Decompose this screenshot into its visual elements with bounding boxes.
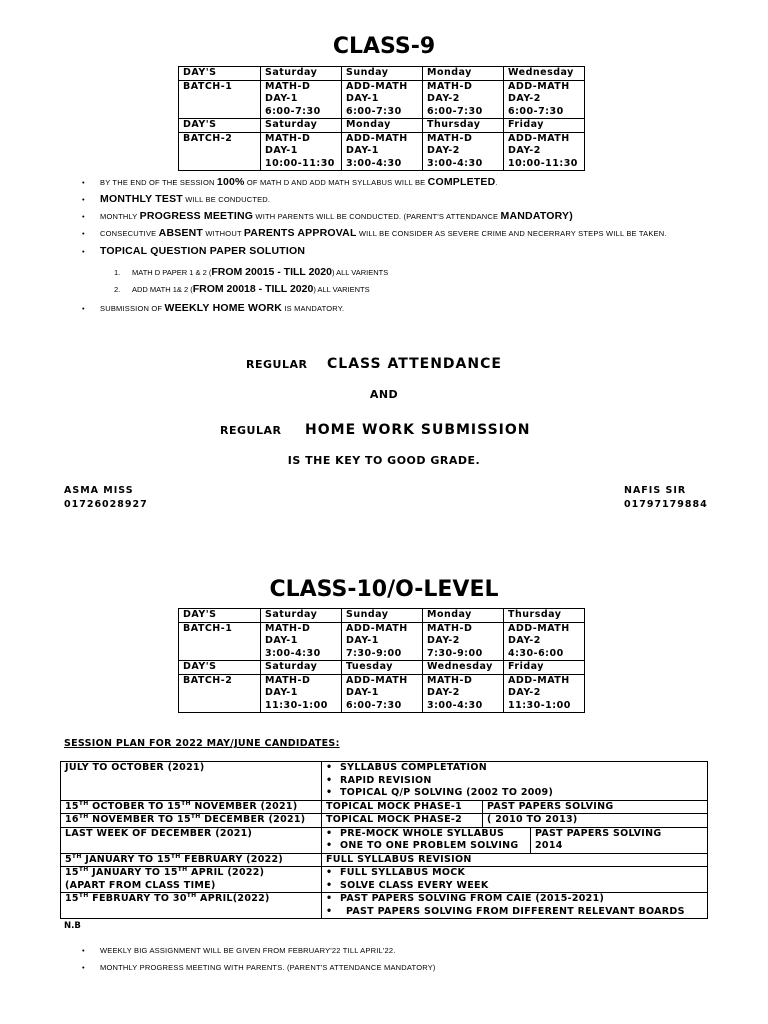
schedule-cell-text: 3:00-4:30 bbox=[427, 157, 483, 169]
schedule-cell bbox=[342, 67, 423, 81]
schedule-cell-text: BATCH-1 bbox=[183, 622, 233, 634]
schedule-cell bbox=[504, 622, 585, 661]
schedule-cell bbox=[423, 80, 504, 119]
schedule-cell-text: Monday bbox=[427, 67, 472, 78]
plan-period: JULY TO OCTOBER (2021) bbox=[61, 762, 322, 801]
schedule-cell bbox=[342, 119, 423, 133]
schedule-cell-text: DAY-1 bbox=[346, 687, 379, 698]
contact-left-name: ASMA MISS bbox=[64, 485, 134, 496]
schedule-cell-text: DAY-1 bbox=[265, 635, 298, 646]
schedule-cell-text: Thursday bbox=[427, 119, 481, 130]
schedule-cell-text: Saturday bbox=[265, 67, 318, 78]
schedule-cell-text: MATH-D bbox=[265, 622, 311, 634]
schedule-cell-text: Monday bbox=[427, 609, 472, 620]
schedule-cell bbox=[342, 132, 423, 171]
schedule-cell-text: MATH-D bbox=[265, 80, 311, 92]
schedule-cell bbox=[423, 67, 504, 81]
schedule-cell-text: DAY-1 bbox=[346, 635, 379, 646]
motto-line-homework: REGULAR HOME WORK SUBMISSION bbox=[220, 422, 531, 438]
schedule-cell-text: 11:30-1:00 bbox=[265, 699, 328, 711]
note-weekly-homework: • SUBMISSION OF WEEKLY HOME WORK IS MANDATORY. bbox=[82, 302, 345, 314]
schedule-row-label bbox=[179, 132, 261, 171]
schedule-cell-text: 6:00-7:30 bbox=[508, 105, 564, 117]
schedule-cell bbox=[504, 80, 585, 119]
schedule-cell-text: ADD-MATH bbox=[508, 674, 570, 686]
schedule-cell-text: 6:00-7:30 bbox=[346, 699, 402, 711]
plan-period: 15TH FEBRUARY TO 30TH APRIL(2022) bbox=[61, 893, 322, 919]
schedule-cell-text: ADD-MATH bbox=[508, 132, 570, 144]
schedule-cell-text: MATH-D bbox=[265, 132, 311, 144]
schedule-cell-text: ADD-MATH bbox=[346, 622, 408, 634]
schedule-row-label bbox=[179, 661, 261, 675]
schedule-cell-text: DAY-2 bbox=[508, 635, 541, 646]
schedule-cell-text: Friday bbox=[508, 661, 544, 672]
session-plan-table bbox=[60, 761, 708, 919]
schedule-cell-text: 10:00-11:30 bbox=[508, 157, 578, 169]
schedule-row-label bbox=[179, 674, 261, 713]
class9-schedule-table bbox=[178, 66, 585, 171]
schedule-cell-text: MATH-D bbox=[427, 80, 473, 92]
schedule-row-label bbox=[179, 609, 261, 623]
schedule-days-row bbox=[179, 119, 585, 133]
schedule-cell bbox=[261, 661, 342, 675]
note-monthly-test: • MONTHLY TEST WILL BE CONDUCTED. bbox=[82, 193, 271, 205]
schedule-cell-text: BATCH-1 bbox=[183, 80, 233, 92]
schedule-cell bbox=[261, 67, 342, 81]
nb-list bbox=[82, 942, 436, 976]
schedule-cell-text: DAY-2 bbox=[508, 93, 541, 104]
plan-row bbox=[61, 762, 708, 801]
schedule-cell bbox=[342, 609, 423, 623]
topical-item-math-d: 1. MATH D PAPER 1 & 2 (FROM 20015 - TILL 2020) ALL VARIENTS bbox=[114, 266, 389, 278]
topical-sublist bbox=[114, 264, 388, 298]
schedule-cell-text: Sunday bbox=[346, 67, 389, 78]
contact-right-phone: 01797179884 bbox=[624, 499, 708, 510]
schedule-cell-text: 4:30-6:00 bbox=[508, 647, 564, 659]
schedule-cell-text: MATH-D bbox=[265, 674, 311, 686]
schedule-cell bbox=[423, 609, 504, 623]
schedule-batch-row bbox=[179, 674, 585, 713]
nb-item: • WEEKLY BIG ASSIGNMENT WILL BE GIVEN FROM FEBRUARY'22 TILL APRIL'22. bbox=[82, 946, 396, 955]
schedule-cell-text: DAY'S bbox=[183, 609, 217, 620]
schedule-cell-text: Monday bbox=[346, 119, 391, 130]
class9-notes-list bbox=[82, 174, 667, 261]
schedule-cell bbox=[423, 674, 504, 713]
nb-item: • MONTHLY PROGRESS MEETING WITH PARENTS. (PARENT'S ATTENDANCE MANDATORY) bbox=[82, 963, 436, 972]
homework-note bbox=[82, 300, 344, 317]
schedule-cell-text: 7:30-9:00 bbox=[427, 647, 483, 659]
schedule-cell-text: ADD-MATH bbox=[346, 132, 408, 144]
schedule-days-row bbox=[179, 661, 585, 675]
schedule-cell-text: Saturday bbox=[265, 119, 318, 130]
plan-extra: PAST PAPERS SOLVING bbox=[483, 800, 708, 814]
schedule-batch-row bbox=[179, 80, 585, 119]
schedule-cell-text: DAY-2 bbox=[427, 635, 460, 646]
schedule-cell-text: DAY-2 bbox=[427, 687, 460, 698]
schedule-cell-text: 3:00-4:30 bbox=[427, 699, 483, 711]
plan-row bbox=[61, 853, 708, 867]
schedule-cell bbox=[504, 67, 585, 81]
plan-row bbox=[61, 827, 708, 853]
schedule-cell bbox=[504, 132, 585, 171]
schedule-cell-text: DAY'S bbox=[183, 119, 217, 130]
plan-activity: TOPICAL MOCK PHASE-1 bbox=[322, 800, 483, 814]
schedule-cell bbox=[261, 609, 342, 623]
schedule-cell-text: ADD-MATH bbox=[346, 80, 408, 92]
schedule-cell-text: Saturday bbox=[265, 661, 318, 672]
plan-activity: • PRE-MOCK WHOLE SYLLABUS • ONE TO ONE PROBLEM SOLVING PAST PAPERS SOLVING 2014 bbox=[322, 827, 708, 853]
motto-line-attendance: REGULAR CLASS ATTENDANCE bbox=[246, 356, 502, 372]
schedule-cell-text: 11:30-1:00 bbox=[508, 699, 571, 711]
schedule-cell-text: DAY-1 bbox=[346, 93, 379, 104]
plan-row bbox=[61, 814, 708, 828]
nb-label: N.B bbox=[64, 921, 81, 931]
schedule-cell bbox=[261, 674, 342, 713]
schedule-cell bbox=[342, 622, 423, 661]
schedule-cell bbox=[342, 674, 423, 713]
schedule-cell bbox=[504, 119, 585, 133]
schedule-cell-text: 6:00-7:30 bbox=[265, 105, 321, 117]
schedule-days-row bbox=[179, 609, 585, 623]
schedule-cell-text: DAY-1 bbox=[346, 145, 379, 156]
schedule-cell-text: Thursday bbox=[508, 609, 562, 620]
schedule-row-label bbox=[179, 119, 261, 133]
plan-row bbox=[61, 800, 708, 814]
schedule-cell-text: Friday bbox=[508, 119, 544, 130]
schedule-cell bbox=[342, 80, 423, 119]
schedule-cell-text: BATCH-2 bbox=[183, 132, 233, 144]
schedule-cell-text: 3:00-4:30 bbox=[265, 647, 321, 659]
note-absent-policy: • CONSECUTIVE ABSENT WITHOUT PARENTS APPROVAL WILL BE CONSIDER AS SEVERE CRIME AND NECERRARY STEPS WILL BE TAKEN. bbox=[82, 227, 667, 239]
schedule-cell-text: DAY-2 bbox=[508, 687, 541, 698]
note-progress-meeting: • MONTHLY PROGRESS MEETING WITH PARENTS WILL BE CONDUCTED. (PARENT'S ATTENDANCE MANDATORY) bbox=[82, 210, 573, 222]
plan-row bbox=[61, 867, 708, 893]
schedule-cell-text: DAY-1 bbox=[265, 93, 298, 104]
contact-left-phone: 01726028927 bbox=[64, 499, 148, 510]
schedule-days-row bbox=[179, 67, 585, 81]
motto-line-key: IS THE KEY TO GOOD GRADE. bbox=[287, 454, 481, 467]
schedule-cell-text: 7:30-9:00 bbox=[346, 647, 402, 659]
schedule-cell-text: MATH-D bbox=[427, 622, 473, 634]
schedule-batch-row bbox=[179, 622, 585, 661]
schedule-cell-text: ADD-MATH bbox=[346, 674, 408, 686]
schedule-cell-text: DAY'S bbox=[183, 661, 217, 672]
schedule-row-label bbox=[179, 80, 261, 119]
schedule-cell bbox=[423, 661, 504, 675]
schedule-cell-text: 6:00-7:30 bbox=[427, 105, 483, 117]
schedule-cell-text: Saturday bbox=[265, 609, 318, 620]
class10-schedule-table bbox=[178, 608, 585, 713]
schedule-cell-text: DAY'S bbox=[183, 67, 217, 78]
schedule-cell bbox=[261, 119, 342, 133]
schedule-cell-text: 10:00-11:30 bbox=[265, 157, 335, 169]
motto-line-and: AND bbox=[369, 388, 399, 401]
schedule-cell-text: DAY-2 bbox=[427, 93, 460, 104]
class9-title: CLASS-9 bbox=[332, 34, 436, 59]
schedule-cell-text: Tuesday bbox=[346, 661, 393, 672]
plan-extra: ( 2010 TO 2013) bbox=[483, 814, 708, 828]
schedule-cell-text: ADD-MATH bbox=[508, 80, 570, 92]
contact-right bbox=[624, 484, 708, 512]
schedule-batch-row bbox=[179, 132, 585, 171]
plan-period: 15TH JANUARY TO 15TH APRIL (2022) (APART FROM CLASS TIME) bbox=[61, 867, 322, 893]
session-plan-heading: SESSION PLAN FOR 2022 MAY/JUNE CANDIDATES: bbox=[64, 738, 340, 749]
plan-activity: FULL SYLLABUS REVISION bbox=[322, 853, 708, 867]
plan-row bbox=[61, 893, 708, 919]
schedule-cell-text: Wednesday bbox=[508, 67, 574, 78]
schedule-row-label bbox=[179, 67, 261, 81]
schedule-row-label bbox=[179, 622, 261, 661]
schedule-cell bbox=[423, 132, 504, 171]
plan-period: LAST WEEK OF DECEMBER (2021) bbox=[61, 827, 322, 853]
contact-left bbox=[64, 484, 148, 512]
schedule-cell bbox=[504, 609, 585, 623]
note-syllabus-completion: • BY THE END OF THE SESSION 100% OF MATH D AND ADD MATH SYLLABUS WILL BE COMPLETED. bbox=[82, 176, 498, 188]
plan-period: 15TH OCTOBER TO 15TH NOVEMBER (2021) bbox=[61, 800, 322, 814]
schedule-cell-text: 3:00-4:30 bbox=[346, 157, 402, 169]
plan-activity: • FULL SYLLABUS MOCK • SOLVE CLASS EVERY WEEK bbox=[322, 867, 708, 893]
schedule-cell-text: DAY-2 bbox=[508, 145, 541, 156]
schedule-cell bbox=[504, 674, 585, 713]
schedule-cell-text: Sunday bbox=[346, 609, 389, 620]
schedule-cell bbox=[504, 661, 585, 675]
schedule-cell-text: Wednesday bbox=[427, 661, 493, 672]
schedule-cell bbox=[261, 80, 342, 119]
topical-item-add-math: 2. ADD MATH 1& 2 (FROM 20018 - TILL 2020) ALL VARIENTS bbox=[114, 283, 370, 295]
class10-title: CLASS-10/O-LEVEL bbox=[269, 577, 499, 602]
schedule-cell-text: DAY-1 bbox=[265, 687, 298, 698]
schedule-cell bbox=[261, 132, 342, 171]
schedule-cell-text: 6:00-7:30 bbox=[346, 105, 402, 117]
schedule-cell-text: MATH-D bbox=[427, 132, 473, 144]
schedule-cell bbox=[342, 661, 423, 675]
schedule-cell-text: DAY-2 bbox=[427, 145, 460, 156]
schedule-cell-text: BATCH-2 bbox=[183, 674, 233, 686]
plan-activity: TOPICAL MOCK PHASE-2 bbox=[322, 814, 483, 828]
schedule-cell-text: MATH-D bbox=[427, 674, 473, 686]
schedule-cell-text: ADD-MATH bbox=[508, 622, 570, 634]
schedule-cell bbox=[261, 622, 342, 661]
schedule-cell bbox=[423, 119, 504, 133]
note-topical-solution: • TOPICAL QUESTION PAPER SOLUTION bbox=[82, 245, 306, 257]
plan-activity: • SYLLABUS COMPLETATION • RAPID REVISION • TOPICAL Q/P SOLVING (2002 TO 2009) bbox=[322, 762, 708, 801]
schedule-cell-text: DAY-1 bbox=[265, 145, 298, 156]
plan-period: 16TH NOVEMBER TO 15TH DECEMBER (2021) bbox=[61, 814, 322, 828]
plan-period: 5TH JANUARY TO 15TH FEBRUARY (2022) bbox=[61, 853, 322, 867]
plan-activity: • PAST PAPERS SOLVING FROM CAIE (2015-2021) • PAST PAPERS SOLVING FROM DIFFERENT RELEVANT BOARDS bbox=[322, 893, 708, 919]
schedule-cell bbox=[423, 622, 504, 661]
contact-right-name: NAFIS SIR bbox=[624, 485, 687, 496]
